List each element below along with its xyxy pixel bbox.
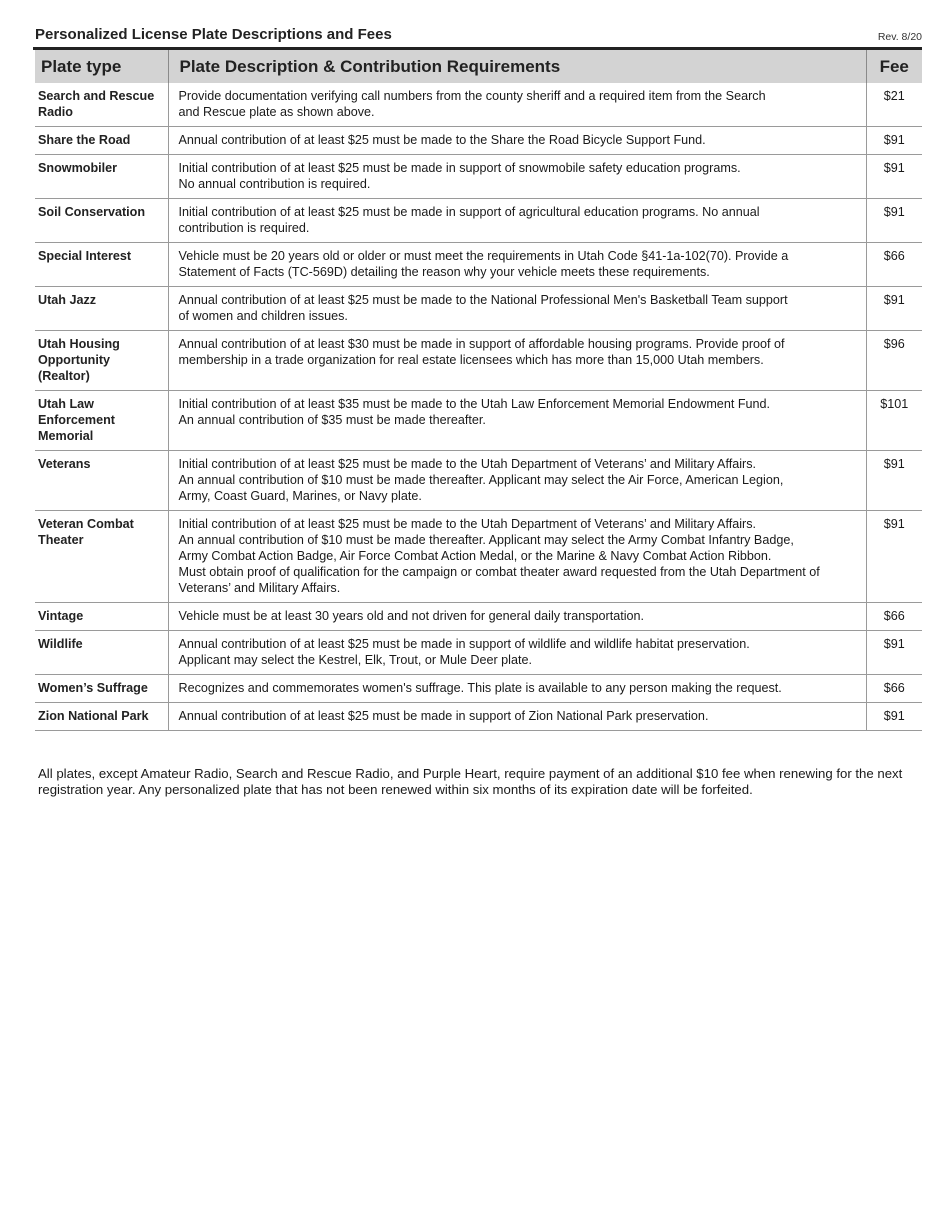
page-header <box>35 26 922 48</box>
column-header-plate-type: Plate type <box>35 50 168 83</box>
plate-fee-cell: $66 <box>866 675 922 703</box>
plate-type-cell: Search and Rescue Radio <box>35 83 168 127</box>
plate-type-cell: Vintage <box>35 603 168 631</box>
plate-type-cell: Utah Jazz <box>35 287 168 331</box>
plate-description-cell: Initial contribution of at least $25 must be made in support of agricultural education programs. No annual contribution is required. <box>168 199 866 243</box>
revision-label: Rev. 8/20 <box>877 31 922 43</box>
plate-fee-cell: $96 <box>866 331 922 391</box>
plate-description-cell: Provide documentation verifying call numbers from the county sheriff and a required item from the Search and Rescue plate as shown above. <box>168 83 866 127</box>
plate-type-cell: Women’s Suffrage <box>35 675 168 703</box>
table-row <box>35 703 922 731</box>
table-header-row <box>35 50 922 83</box>
plate-fee-cell: $91 <box>866 287 922 331</box>
table-row <box>35 331 922 391</box>
table-row <box>35 391 922 451</box>
plate-type-cell: Wildlife <box>35 631 168 675</box>
column-header-fee: Fee <box>866 50 922 83</box>
plate-type-cell: Veterans <box>35 451 168 511</box>
plate-type-cell: Utah Housing Opportunity (Realtor) <box>35 331 168 391</box>
plate-fee-cell: $91 <box>866 631 922 675</box>
table-row <box>35 511 922 603</box>
table-row <box>35 83 922 127</box>
plate-description-cell: Annual contribution of at least $25 must be made in support of wildlife and wildlife habitat preservation. Applicant may select the Kestrel, Elk, Trout, or Mule Deer plate. <box>168 631 866 675</box>
table-row <box>35 451 922 511</box>
plate-description-cell: Initial contribution of at least $35 must be made to the Utah Law Enforcement Memorial Endowment Fund. An annual contribution of $35 must be made thereafter. <box>168 391 866 451</box>
plate-type-cell: Snowmobiler <box>35 155 168 199</box>
plate-fee-cell: $91 <box>866 127 922 155</box>
plate-type-cell: Special Interest <box>35 243 168 287</box>
table-row <box>35 155 922 199</box>
plate-description-cell: Vehicle must be 20 years old or older or must meet the requirements in Utah Code §41-1a-102(70). Provide a Statement of Facts (TC-569D) detailing the reason why your vehicle meets these requirements. <box>168 243 866 287</box>
renewal-footnote: All plates, except Amateur Radio, Search and Rescue Radio, and Purple Heart, require payment of an additional $10 fee when renewing for the next registration year. Any personalized plate that has not been renewed within six months of its expiration date will be forfeited. <box>38 766 903 797</box>
table-row <box>35 675 922 703</box>
plate-description-cell: Initial contribution of at least $25 must be made in support of snowmobile safety education programs. No annual contribution is required. <box>168 155 866 199</box>
plate-description-cell: Recognizes and commemorates women's suffrage. This plate is available to any person making the request. <box>168 675 866 703</box>
plate-type-cell: Zion National Park <box>35 703 168 731</box>
plate-fee-cell: $66 <box>866 243 922 287</box>
plate-description-cell: Annual contribution of at least $30 must be made in support of affordable housing programs. Provide proof of membership in a trade organization for real estate licensees which has more than 15,000 Utah members. <box>168 331 866 391</box>
plate-fee-cell: $21 <box>866 83 922 127</box>
plate-type-cell: Veteran Combat Theater <box>35 511 168 603</box>
plate-description-cell: Initial contribution of at least $25 must be made to the Utah Department of Veterans’ and Military Affairs. An annual contribution of $10 must be made thereafter. Applicant may select the Army Combat Infantry Badge, Army Combat Action Badge, Air Force Combat Action Medal, or the Marine & Navy Combat Action Ribbon. Must obtain proof of qualification for the campaign or combat theater award requested from the Utah Department of Veterans’ and Military Affairs. <box>168 511 866 603</box>
plate-fee-cell: $91 <box>866 703 922 731</box>
plate-fee-cell: $91 <box>866 155 922 199</box>
table-body <box>35 83 922 731</box>
table-row <box>35 631 922 675</box>
table-row <box>35 199 922 243</box>
plate-type-cell: Soil Conservation <box>35 199 168 243</box>
plate-fee-cell: $91 <box>866 199 922 243</box>
plate-fee-cell: $91 <box>866 511 922 603</box>
plate-fee-cell: $101 <box>866 391 922 451</box>
table-row <box>35 127 922 155</box>
table-row <box>35 243 922 287</box>
plate-fee-cell: $66 <box>866 603 922 631</box>
table-row <box>35 287 922 331</box>
plate-description-cell: Annual contribution of at least $25 must be made in support of Zion National Park preservation. <box>168 703 866 731</box>
plate-fees-table <box>35 50 922 731</box>
column-header-description: Plate Description & Contribution Requirements <box>168 50 866 83</box>
plate-type-cell: Utah Law Enforcement Memorial <box>35 391 168 451</box>
plate-type-cell: Share the Road <box>35 127 168 155</box>
plate-description-cell: Annual contribution of at least $25 must be made to the National Professional Men's Basketball Team support of women and children issues. <box>168 287 866 331</box>
table-row <box>35 603 922 631</box>
plate-description-cell: Annual contribution of at least $25 must be made to the Share the Road Bicycle Support Fund. <box>168 127 866 155</box>
plate-description-cell: Vehicle must be at least 30 years old and not driven for general daily transportation. <box>168 603 866 631</box>
plate-description-cell: Initial contribution of at least $25 must be made to the Utah Department of Veterans’ and Military Affairs. An annual contribution of $10 must be made thereafter. Applicant may select the Air Force, American Legion, Army, Coast Guard, Marines, or Navy plate. <box>168 451 866 511</box>
page-title: Personalized License Plate Descriptions and Fees <box>35 26 392 43</box>
plate-fee-cell: $91 <box>866 451 922 511</box>
